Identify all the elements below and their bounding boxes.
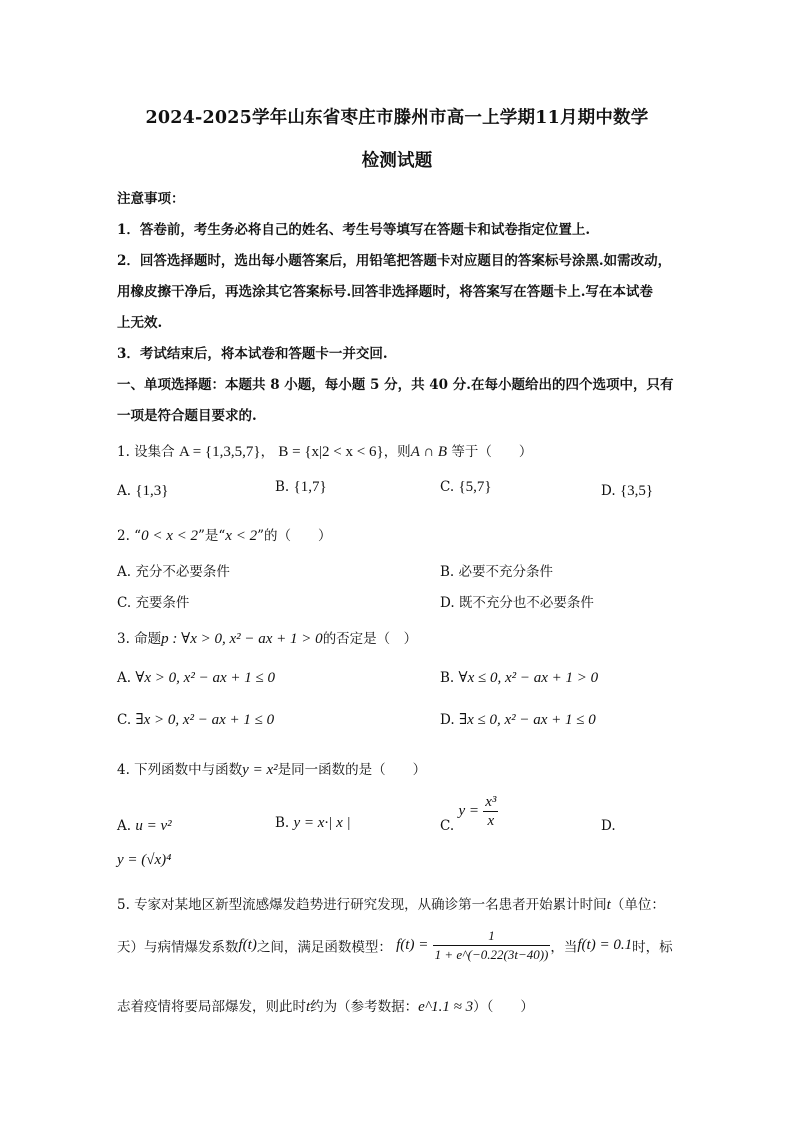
option-value: u = v² <box>135 818 172 834</box>
option-label: A. <box>117 818 132 834</box>
q2-prefix: 2. “ <box>117 528 142 544</box>
q3-prefix: 3. 命题 <box>117 631 162 647</box>
option-value: {5,7} <box>458 479 492 495</box>
exam-title-line2: 检测试题 <box>361 151 433 171</box>
option-value: ∀x > 0, x² − ax + 1 ≤ 0 <box>135 670 275 686</box>
q4-suffix: 是同一函数的是（ ） <box>277 762 427 778</box>
q3-option-a[interactable] <box>117 668 275 687</box>
q2-option-b[interactable] <box>440 560 553 580</box>
q1-set-a: A = {1,3,5,7} <box>178 444 261 460</box>
notice-item-1: 1．答卷前，考生务必将自己的姓名、考生号等填写在答题卡和试卷指定位置上. <box>117 222 591 238</box>
q2-cond-1: 0 < x < 2 <box>141 528 198 544</box>
option-value: 充要条件 <box>135 595 190 611</box>
q3-proposition: p : ∀x > 0, x² − ax + 1 > 0 <box>161 631 323 647</box>
notice-item-2-line1: 2．回答选择题时，选出每小题答案后，用铅笔把答题卡对应题目的答案标号涂黑.如需改动， <box>117 253 672 269</box>
q1-mid: ，则 <box>383 444 411 460</box>
section-heading-line2: 一项是符合题目要求的. <box>117 408 257 424</box>
option-value: {1,3} <box>135 483 169 499</box>
q5-line1-suffix: （单位： <box>610 897 665 913</box>
q4-option-d-value[interactable] <box>117 852 171 869</box>
q2-mid: ”是“ <box>197 528 226 544</box>
option-value: ∀x ≤ 0, x² − ax + 1 > 0 <box>458 670 599 686</box>
option-value: {1,7} <box>293 479 327 495</box>
q5-line2-prefix: 天）与病情爆发系数 <box>117 939 239 956</box>
q5-line3-prefix: 志着疫情将要局部爆发，则此时 <box>117 999 306 1015</box>
q5-line2-mid: 之间，满足函数模型： <box>256 939 392 956</box>
option-label: A. <box>117 483 132 499</box>
question-5-line2 <box>117 927 673 964</box>
q5-line1-prefix: 5. 专家对某地区新型流感爆发趋势进行研究发现，从确诊第一名患者开始累计时间 <box>117 897 607 913</box>
notice-heading: 注意事项： <box>117 191 185 207</box>
q5-model-fraction <box>433 927 551 964</box>
q4-option-c[interactable] <box>440 793 498 834</box>
q1-option-d[interactable] <box>601 483 653 500</box>
option-value-fraction <box>483 793 498 830</box>
notice-item-2-line2: 用橡皮擦干净后，再选涂其它答案标号.回答非选择题时，将答案写在答题卡上.写在本试卷 <box>117 284 653 300</box>
option-value: ∃x ≤ 0, x² − ax + 1 ≤ 0 <box>458 712 596 728</box>
question-5-line1 <box>117 893 665 914</box>
q4-prefix: 4. 下列函数中与函数 <box>117 762 243 778</box>
option-value-lhs: y = <box>458 803 479 819</box>
option-label: B. <box>440 670 455 686</box>
option-label: D. <box>440 595 455 611</box>
q1-suffix: 等于（ ） <box>451 444 533 460</box>
q4-option-d-label[interactable] <box>601 818 616 834</box>
option-value: 既不充分也不必要条件 <box>458 595 594 611</box>
fraction-denominator: 1 + e^(−0.22(3t−40)) <box>434 947 549 962</box>
fraction-numerator: x³ <box>485 794 497 810</box>
q3-option-d[interactable] <box>440 710 596 729</box>
q1-intersection: A ∩ B <box>410 444 448 460</box>
q3-suffix: 的否定是（ ） <box>322 631 418 647</box>
option-value: 充分不必要条件 <box>135 564 230 580</box>
question-4-stem <box>117 758 426 779</box>
q5-reference-data: e^1.1 ≈ 3 <box>418 999 474 1015</box>
option-label: C. <box>440 479 455 495</box>
q4-function: y = x² <box>242 762 278 778</box>
option-label: A. <box>117 670 132 686</box>
option-value: 必要不充分条件 <box>458 564 554 580</box>
q5-line2-when: ，当 <box>550 939 578 956</box>
option-label: B. <box>275 479 290 495</box>
option-value: {3,5} <box>619 483 654 499</box>
q5-ft: f(t) <box>238 937 257 953</box>
option-label: D. <box>440 712 455 728</box>
q2-cond-2: x < 2 <box>225 528 258 544</box>
q5-condition: f(t) = 0.1 <box>577 937 633 953</box>
exam-title-line1: 2024-2025学年山东省枣庄市滕州市高一上学期11月期中数学 <box>145 108 649 128</box>
q2-option-d[interactable] <box>440 591 594 611</box>
q2-option-a[interactable] <box>117 560 230 580</box>
q5-line2-suffix: 时，标 <box>632 939 673 956</box>
q5-line3-suffix: ）（ ） <box>473 999 534 1015</box>
notice-item-2-line3: 上无效. <box>117 315 163 331</box>
fraction-numerator: 1 <box>433 927 551 946</box>
section-heading-line1: 一、单项选择题：本题共 8 小题，每小题 5 分，共 40 分.在每小题给出的四个选项中，只有 <box>117 377 674 393</box>
question-2-stem <box>117 524 331 545</box>
question-5-line3 <box>117 995 534 1016</box>
q3-option-b[interactable] <box>440 668 598 687</box>
option-label: C. <box>117 712 132 728</box>
question-3-stem <box>117 627 417 648</box>
q1-prefix: 1. 设集合 <box>117 444 175 460</box>
option-value: y = (√x)⁴ <box>117 852 172 868</box>
q5-line3-mid: 约为（参考数据： <box>310 999 419 1015</box>
fraction-denominator: x <box>487 813 495 829</box>
q1-option-b[interactable] <box>275 479 327 496</box>
option-label: C. <box>440 817 455 834</box>
q1-comma: ， <box>260 444 275 460</box>
q5-model-lhs: f(t) = <box>396 937 429 953</box>
q3-option-c[interactable] <box>117 710 274 729</box>
option-label: B. <box>440 564 455 580</box>
option-label: B. <box>275 815 290 831</box>
option-value: ∃x > 0, x² − ax + 1 ≤ 0 <box>135 712 275 728</box>
notice-item-3: 3．考试结束后，将本试卷和答题卡一并交回. <box>117 346 388 362</box>
q1-set-b: B = {x|2 < x < 6} <box>278 444 384 460</box>
option-label: D. <box>601 818 616 834</box>
option-value: y = x·| x | <box>293 815 351 831</box>
q2-suffix: ”的（ ） <box>257 528 332 544</box>
q4-option-a[interactable] <box>117 818 172 835</box>
q5-var-t-2: t <box>306 999 311 1015</box>
q1-option-c[interactable] <box>440 479 492 496</box>
q5-var-t: t <box>606 897 611 913</box>
question-1-stem <box>117 440 532 461</box>
option-label: C. <box>117 595 132 611</box>
q4-option-b[interactable] <box>275 815 351 832</box>
q1-option-a[interactable] <box>117 483 169 500</box>
q2-option-c[interactable] <box>117 591 189 611</box>
option-label: D. <box>601 483 616 499</box>
option-label: A. <box>117 564 132 580</box>
